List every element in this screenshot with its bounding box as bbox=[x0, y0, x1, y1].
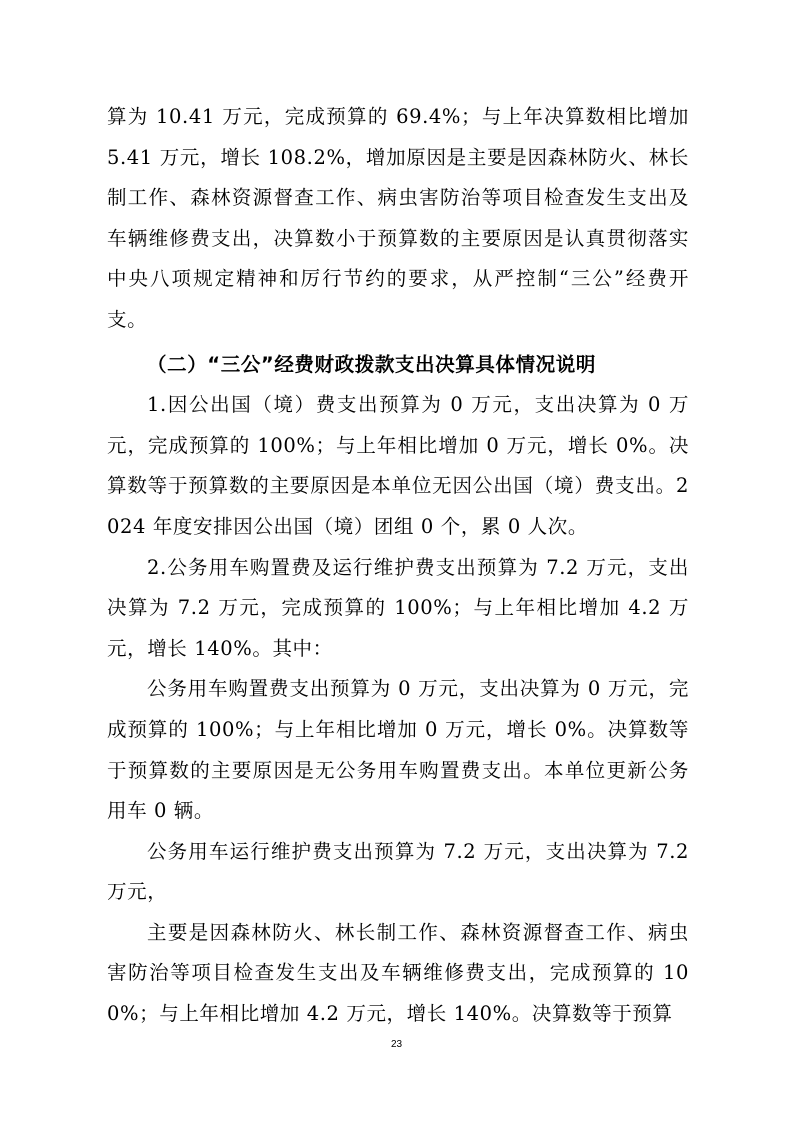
paragraph-vehicle-operation-detail: 主要是因森林防火、林长制工作、森林资源督查工作、病虫害防治等项目检查发生支出及车辆维修费支出，完成预算的 100%；与上年相比增加 4.2 万元，增长 140%。决算数等于预算 bbox=[107, 920, 689, 1026]
section-heading-three-public-expenses: （二）“三公”经费财政拨款支出决算具体情况说明 bbox=[147, 352, 596, 376]
paragraph-vehicle-operation: 公务用车运行维护费支出预算为 7.2 万元，支出决算为 7.2 万元， bbox=[107, 839, 689, 904]
document-body bbox=[107, 97, 689, 1035]
paragraph-continuation-budget: 算为 10.41 万元，完成预算的 69.4%；与上年决算数相比增加 5.41 万元，增长 108.2%，增加原因是主要是因森林防火、林长制工作、森林资源督查工作、病虫害防治等项目检查发生支出及车辆维修费支出，决算数小于预算数的主要原因是认真贯彻落实中央八项规定精神和厉行节约的要求，从严控制“三公”经费开支。 bbox=[107, 105, 689, 331]
paragraph-official-vehicles: 2.公务用车购置费及运行维护费支出预算为 7.2 万元，支出决算为 7.2 万元，完成预算的 100%；与上年相比增加 4.2 万元，增长 140%。其中： bbox=[107, 555, 689, 660]
page-number: 23 bbox=[390, 1039, 403, 1050]
paragraph-vehicle-purchase: 公务用车购置费支出预算为 0 万元，支出决算为 0 万元，完成预算的 100%；与上年相比增加 0 万元，增长 0%。决算数等于预算数的主要原因是无公务用车购置费支出。本单位更新公务用车 0 辆。 bbox=[107, 677, 689, 823]
paragraph-overseas-travel: 1.因公出国（境）费支出预算为 0 万元，支出决算为 0 万元，完成预算的 100%；与上年相比增加 0 万元，增长 0%。决算数等于预算数的主要原因是本单位无因公出国（境）费支出。2024 年度安排因公出国（境）团组 0 个，累 0 人次。 bbox=[107, 393, 689, 538]
